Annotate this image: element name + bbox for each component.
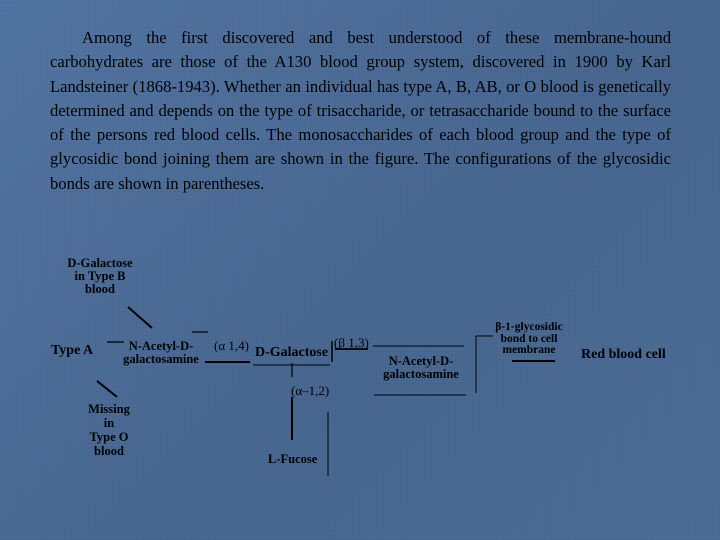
label-bond-beta-1-3: (β 1,3) xyxy=(334,335,369,350)
line-missing-o-arrow xyxy=(97,381,117,397)
label-d-galactose: D-Galactose xyxy=(255,345,329,360)
label-n-acetyl-d-galactosamine-2: N-Acetyl-D- galactosamine xyxy=(383,354,459,381)
label-red-blood-cell: Red blood cell xyxy=(581,347,666,362)
label-bond-alpha-1-4: (α 1,4) xyxy=(214,338,249,353)
label-missing-type-o: Missing in Type O blood xyxy=(88,402,130,458)
label-type-a: Type A xyxy=(51,343,94,358)
line-galactose-b-arrow xyxy=(128,307,152,328)
label-l-fucose: L-Fucose xyxy=(268,452,318,466)
label-beta-glycosidic-bond: β-1-glycosidic bond to cell membrane xyxy=(495,321,563,356)
description-paragraph: Among the first discovered and best understood of these membrane-hound carbohydrates are those of the A130 blood group system, discovered in 1900 by Karl Landsteiner (1868-1943). Whether an individual has type A, B, AB, or O blood is genetically determined and depends on the type of trisaccharide, or tetrasaccharide bound to the surface of the persons red blood cells. The monosaccharides of each blood group and the type of glycosidic bond joining them are shown in the figure. The configurations of the glycosidic bonds are shown in parentheses. xyxy=(50,28,671,193)
label-bond-alpha-1-2: (α–1,2) xyxy=(291,383,330,398)
label-n-acetyl-d-galactosamine-1: N-Acetyl-D- galactosamine xyxy=(123,339,199,366)
label-d-galactose-type-b: D-Galactose in Type B blood xyxy=(67,256,133,296)
